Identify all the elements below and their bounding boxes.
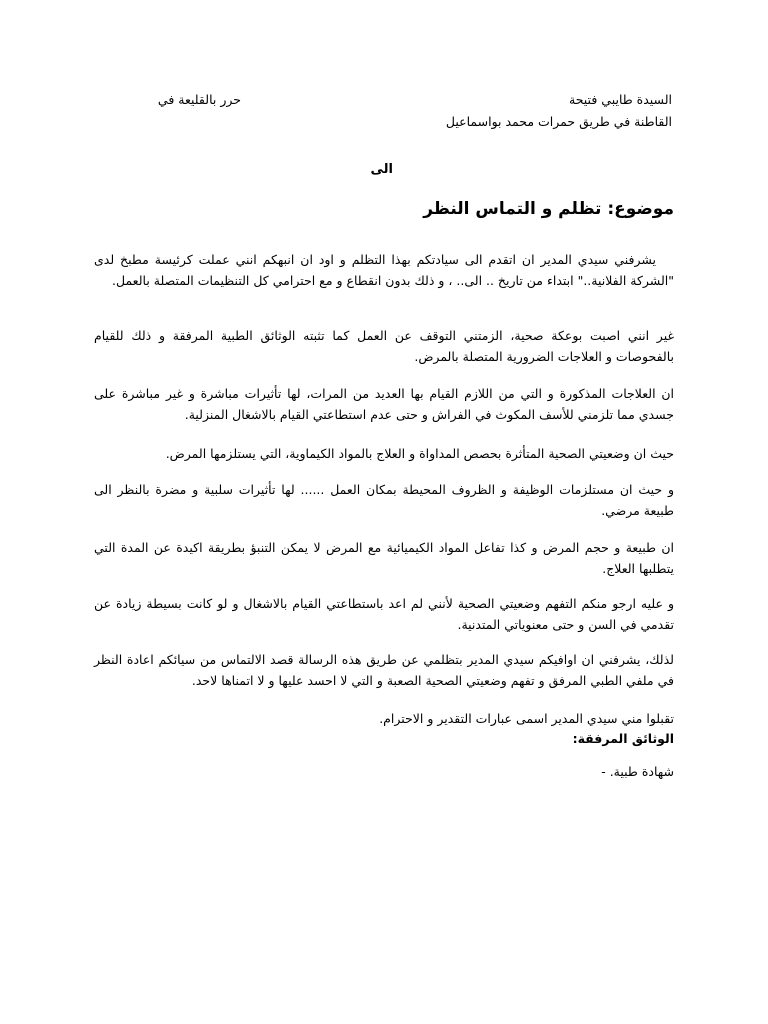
paragraph-disease-nature: ان طبيعة و حجم المرض و كذا تفاعل المواد الكيميائية مع المرض لا يمكن التنبؤ بطريقة اكيدة عن المدة التي يتطلبها العلاج.: [94, 539, 674, 576]
attachments-title: الوثائق المرفقة:: [572, 731, 674, 746]
paragraph-illness: غير انني اصبت بوعكة صحية، الزمتني التوقف عن العمل كما تثبته الوثائق الطبية المرفقة و ذلك للقيام بالفحوصات و العلاجات الضرورية المتصلة بالمرض.: [94, 327, 674, 364]
attachment-item-text: شهادة طبية.: [609, 764, 674, 779]
paragraph-intro: يشرفني سيدي المدير ان اتقدم الى سيادتكم بهذا التظلم و اود ان انبهكم انني عملت كرئيسة مطبخ لدى "الشركة الفلانية.." ابتداء من تاريخ .. الى.. ، و ذلك بدون انقطاع و مع احترامي كل التنظيمات المتصلة بالعمل.: [94, 251, 674, 288]
paragraph-closing: تقبلوا مني سيدي المدير اسمى عبارات التقدير و الاحترام.: [379, 710, 674, 726]
sender-name: السيدة طايبي فتيحة: [569, 92, 672, 107]
paragraph-request-review: لذلك، يشرفني ان اوافيكم سيدي المدير بتظلمي عن طريق هذه الرسالة قصد الالتماس من سيائكم اعادة النظر في ملفي الطبي المرفق و تفهم وضعيتي الصحية الصعبة و التي لا احسد عليها و لا اتمناها لاحد.: [94, 651, 674, 688]
paragraph-health-condition: حيث ان وضعيتي الصحية المتأثرة بحصص المداواة و العلاج بالمواد الكيماوية، التي يستلزمها المرض.: [165, 445, 674, 461]
attachment-item-bullet: -: [601, 764, 606, 779]
recipient: الى: [370, 162, 393, 177]
paragraph-work-conditions: و حيث ان مستلزمات الوظيفة و الظروف المحيطة بمكان العمل ...... لها تأثيرات سلبية و مضرة بالنظر الى طبيعة مرضي.: [94, 481, 674, 518]
subject-line: موضوع: تظلم و التماس النظر: [423, 199, 674, 219]
paragraph-request-understanding: و عليه ارجو منكم التفهم وضعيتي الصحية لأنني لم اعد باستطاعتي القيام بالاشغال و لو كانت بسيطة زيادة عن تقدمي في السن و حتى معنوياتي المتدنية.: [94, 595, 674, 632]
attachment-item: [581, 764, 674, 779]
paragraph-treatments: ان العلاجات المذكورة و التي من اللازم القيام بها العديد من المرات، لها تأثيرات مباشرة و غير مباشرة على جسدي مما تلزمني للأسف المكوث في الفراش و حتى عدم استطاعتي القيام بالاشغال المنزلية.: [94, 385, 674, 422]
sender-address: القاطنة في طريق حمرات محمد بواسماعيل: [445, 114, 672, 129]
place-date-line: حرر بالقليعة في: [157, 92, 241, 107]
